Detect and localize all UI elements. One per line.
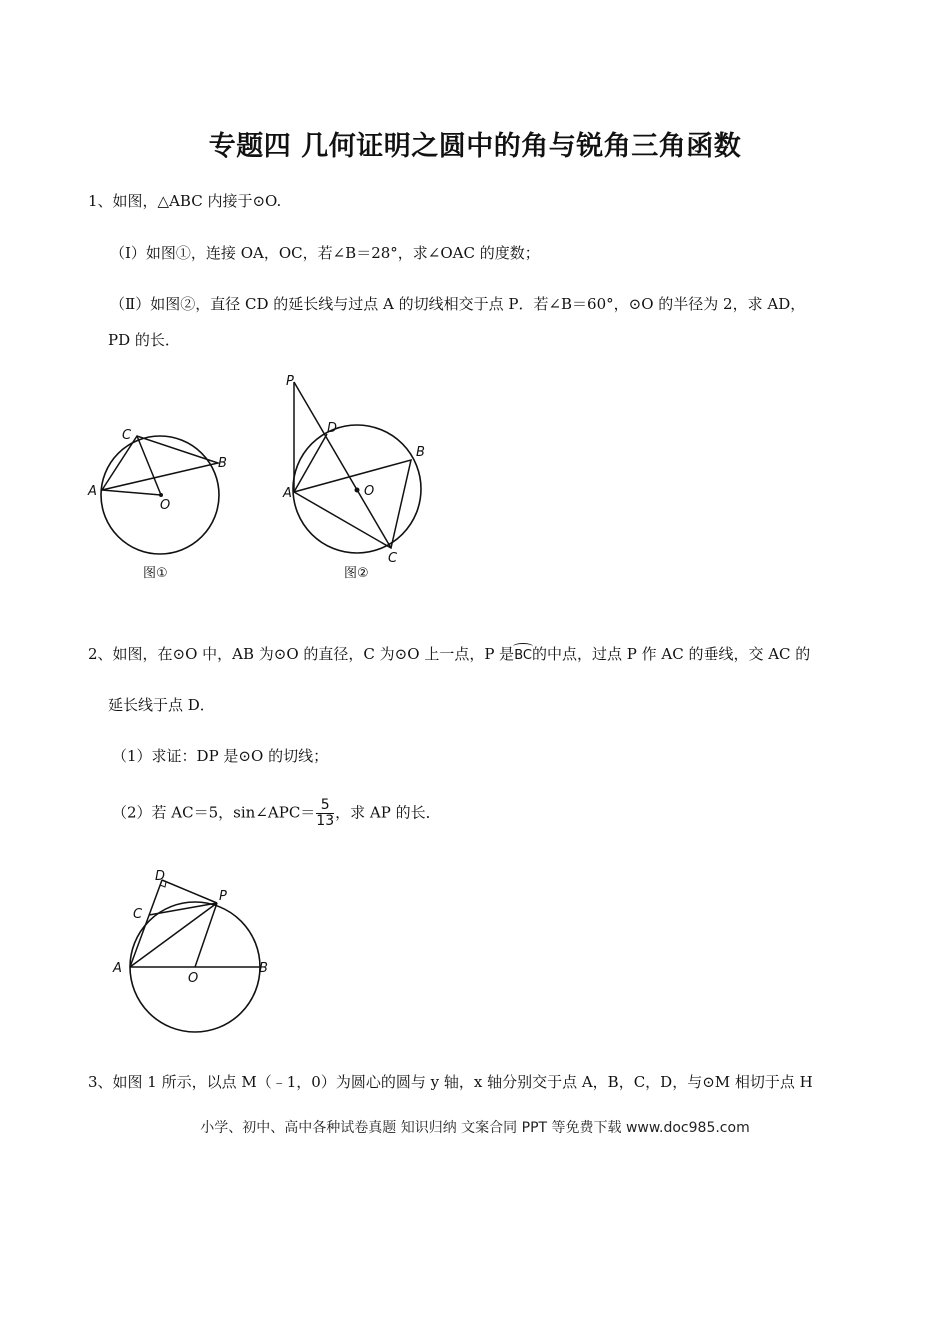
arc-bc: BC — [514, 648, 532, 663]
label-o: O — [364, 484, 375, 499]
label-p: P — [286, 374, 294, 389]
label-c: C — [388, 551, 398, 566]
q3-intro: 3、如图 1 所示，以点 M（﹣1，0）为圆心的圆与 y 轴，x 轴分别交于点 A，B，C，D，与⊙M 相切于点 H — [88, 1073, 813, 1091]
segment-dp — [162, 880, 217, 903]
label-a: A — [88, 484, 97, 499]
label-o: O — [188, 971, 199, 986]
label-b: B — [259, 961, 268, 976]
figure-2 — [280, 370, 440, 585]
q2-part1: （1）求证：DP 是⊙O 的切线； — [112, 747, 329, 765]
q2-intro-pre: 2、如图，在⊙O 中，AB 为⊙O 的直径，C 为⊙O 上一点，P 是 — [88, 645, 515, 663]
q2-part2-post: ，求 AP 的长． — [335, 803, 441, 822]
triangle-abc — [102, 436, 218, 490]
label-c: C — [133, 907, 143, 922]
segment-oa — [102, 490, 161, 495]
frac-den: 13 — [316, 813, 335, 829]
figure-1 — [80, 420, 240, 585]
center-dot — [355, 488, 360, 493]
q1-part2b: PD 的长． — [108, 331, 180, 349]
line-ad — [130, 880, 162, 967]
q1-part1: （Ⅰ）如图①，连接 OA，OC，若∠B＝28°，求∠OAC 的度数； — [110, 244, 540, 262]
segment-op — [195, 903, 217, 967]
label-c: C — [122, 428, 132, 443]
figure-3 — [105, 862, 285, 1037]
q1-part2a: （Ⅱ）如图②，直径 CD 的延长线与过点 A 的切线相交于点 P．若∠B＝60°，⊙O 的半径为 2，求 AD， — [110, 295, 806, 313]
footer: 小学、初中、高中各种试卷真题 知识归纳 文案合同 PPT 等免费下载 www.doc985.com — [200, 1120, 750, 1136]
label-b: B — [416, 445, 425, 460]
label-o: O — [160, 498, 171, 513]
q1-intro: 1、如图，△ABC 内接于⊙O. — [88, 192, 282, 210]
fig2-caption: 图② — [344, 566, 369, 581]
fig1-caption: 图① — [143, 566, 168, 581]
center-dot — [159, 493, 163, 497]
page-title: 专题四 几何证明之圆中的角与锐角三角函数 — [208, 131, 742, 162]
q2-part2-pre: （2）若 AC＝5，sin∠APC＝ — [112, 803, 316, 822]
segment-oc — [137, 436, 161, 495]
q2-intro2: 延长线于点 D． — [108, 696, 215, 714]
label-d: D — [327, 421, 338, 436]
label-a: A — [283, 486, 292, 501]
label-d: D — [155, 869, 166, 884]
segment-ap — [130, 903, 217, 967]
q2-part2 — [112, 798, 441, 829]
fraction-5-13 — [316, 798, 334, 829]
frac-num: 5 — [316, 798, 334, 814]
q2-intro-post: 的中点，过点 P 作 AC 的垂线，交 AC 的 — [531, 645, 811, 663]
label-b: B — [218, 456, 227, 471]
label-p: P — [219, 889, 227, 904]
q2-intro — [88, 643, 810, 664]
label-a: A — [113, 961, 122, 976]
segment-cp — [149, 903, 217, 915]
